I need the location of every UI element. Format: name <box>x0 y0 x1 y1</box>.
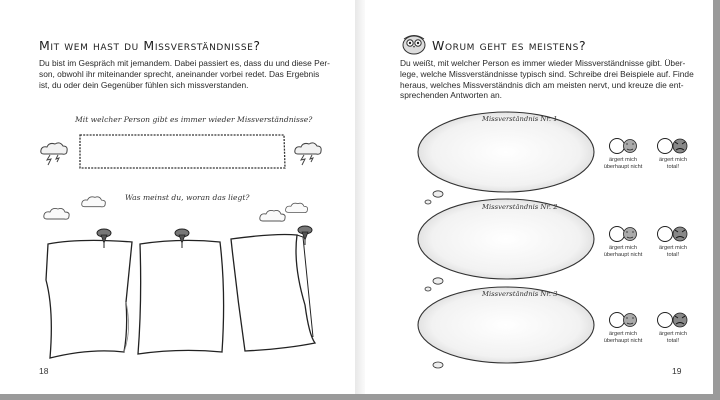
option-angry-2[interactable] <box>656 225 690 243</box>
option-calm-1[interactable] <box>608 137 638 155</box>
option-angry-3[interactable] <box>656 311 690 329</box>
option-label-angry-2: ärgert mich total! <box>659 245 687 258</box>
pinned-note-1[interactable] <box>40 230 140 360</box>
right-intro-line-2: lege, welche Missverständnisse typisch sind. Schreibe drei Beispiele auf. Finde <box>400 68 694 79</box>
storm-cloud-icon <box>292 140 324 166</box>
cloud-icon <box>42 205 72 223</box>
option-label-angry-3: ärgert mich total! <box>659 331 687 344</box>
left-intro-line-2: son, obwohl ihr miteinander sprecht, aneinander vorbei redet. Das Ergebnis <box>39 68 320 79</box>
option-label-calm-2: ärgert mich überhaupt nicht <box>603 245 643 258</box>
option-label-calm-3: ärgert mich überhaupt nicht <box>603 331 643 344</box>
right-intro-text <box>400 58 700 101</box>
pinned-note-2[interactable] <box>130 232 232 362</box>
push-pin-icon <box>95 227 113 249</box>
push-pin-icon <box>296 224 314 246</box>
left-page-number: 18 <box>39 366 49 376</box>
left-intro-line-3: ist, du oder dein Gegenüber fühlen sich missverstanden. <box>39 79 249 90</box>
right-intro-line-1: Du weißt, mit welcher Person es immer wieder Missverständnisse gibt. Über- <box>400 58 686 68</box>
bubble-label-1: Missverständnis Nr. 1 <box>482 115 558 123</box>
option-label-calm-1: ärgert mich überhaupt nicht <box>603 157 643 170</box>
push-pin-icon <box>173 227 191 249</box>
cloud-icon <box>284 200 310 216</box>
question-reason-label: Was meinst du, woran das liegt? <box>125 193 250 202</box>
bubble-label-3: Missverständnis Nr. 3 <box>482 290 558 298</box>
option-label-angry-1: ärgert mich total! <box>659 157 687 170</box>
option-calm-3[interactable] <box>608 311 638 329</box>
option-calm-2[interactable] <box>608 225 638 243</box>
left-page-title: Mit wem hast du Missverständnisse? <box>39 38 261 53</box>
owl-icon <box>400 30 428 56</box>
bubble-label-2: Missverständnis Nr. 2 <box>482 203 558 211</box>
right-page-title: Worum geht es meistens? <box>432 38 587 53</box>
right-intro-line-4: sprechenden Antworten an. <box>400 90 502 101</box>
option-angry-1[interactable] <box>656 137 690 155</box>
question-person-label: Mit welcher Person gibt es immer wieder Missverständnisse? <box>75 115 313 124</box>
right-intro-line-3: heraus, welches Missverständnis dich am meisten nervt, und kreuze die ent- <box>400 79 684 90</box>
left-intro-line-1: Du bist im Gespräch mit jemandem. Dabei passiert es, dass du und diese Per- <box>39 58 330 68</box>
cloud-icon <box>80 193 108 211</box>
thought-bubble-1[interactable] <box>406 108 596 208</box>
left-intro-text <box>39 58 339 90</box>
person-answer-field[interactable] <box>78 133 288 171</box>
right-page-number: 19 <box>672 366 682 376</box>
book-gutter <box>355 0 365 394</box>
storm-cloud-icon <box>38 140 70 166</box>
